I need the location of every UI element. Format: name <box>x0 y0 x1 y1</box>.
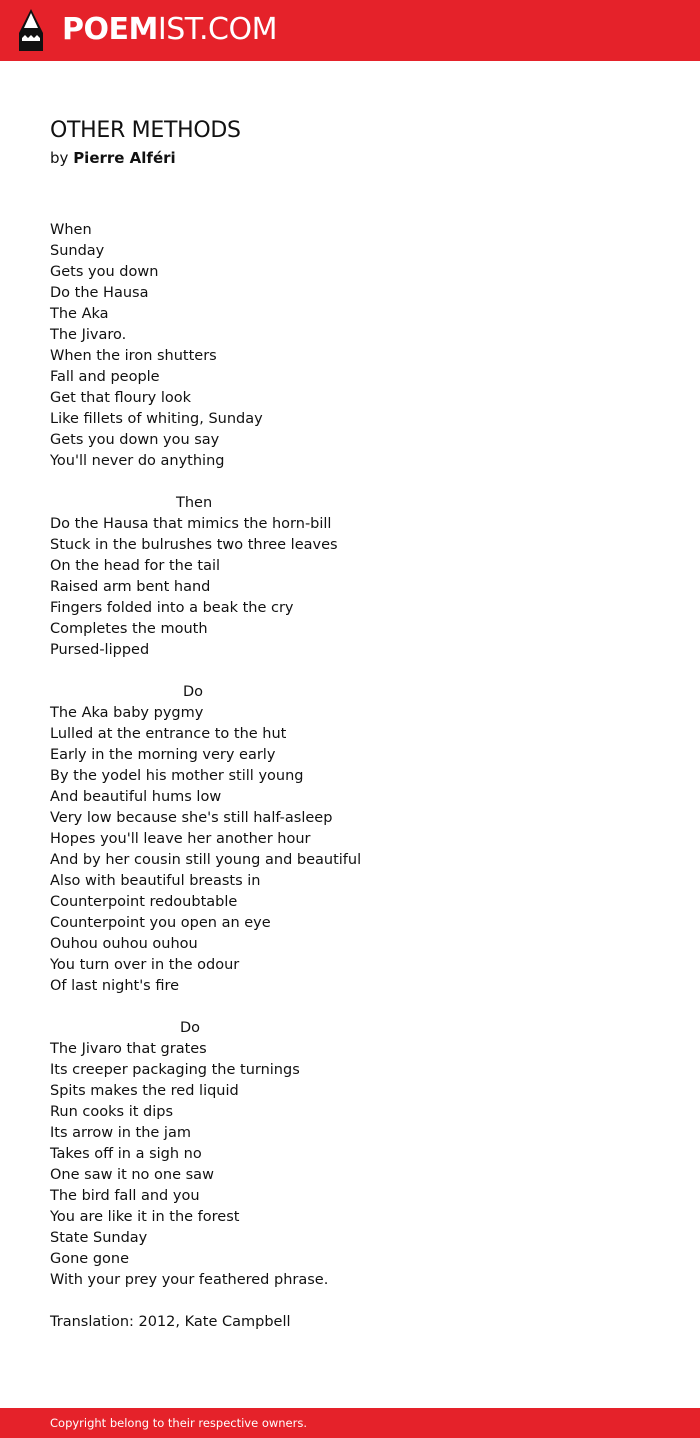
poem-line: And by her cousin still young and beautiful <box>50 852 362 868</box>
poem-line: Gone gone <box>50 1251 130 1267</box>
poem-byline <box>50 146 650 170</box>
poem-line: You'll never do anything <box>50 453 225 469</box>
poem-line: Lulled at the entrance to the hut <box>50 726 287 742</box>
stanza <box>50 220 650 472</box>
poem-line: Like fillets of whiting, Sunday <box>50 411 263 427</box>
poem-line: You turn over in the odour <box>50 957 240 973</box>
stanza <box>50 493 650 661</box>
poem-line: Do the Hausa <box>50 285 149 301</box>
brand-bold-text: POEM <box>62 12 158 47</box>
poem-line: Counterpoint redoubtable <box>50 894 238 910</box>
poem-line: Its creeper packaging the turnings <box>50 1062 300 1078</box>
poem-line: State Sunday <box>50 1230 148 1246</box>
brand-light-text: IST.COM <box>157 12 277 47</box>
stanza-lead-word: Do <box>183 684 204 700</box>
poem-line: On the head for the tail <box>50 558 221 574</box>
poem-line: Early in the morning very early <box>50 747 276 763</box>
poem-line: Of last night's fire <box>50 978 180 994</box>
poem-body <box>50 220 650 1291</box>
poem-line: Stuck in the bulrushes two three leaves <box>50 537 338 553</box>
poem-line: The Aka <box>50 306 109 322</box>
poem-line: Completes the mouth <box>50 621 208 637</box>
poem-line: Fall and people <box>50 369 160 385</box>
poem-line: Also with beautiful breasts in <box>50 873 261 889</box>
stanza-gap <box>50 472 650 493</box>
brand-name <box>62 12 277 47</box>
poem-line: When the iron shutters <box>50 348 217 364</box>
poem-line: Hopes you'll leave her another hour <box>50 831 311 847</box>
poem-line: With your prey your feathered phrase. <box>50 1272 329 1288</box>
poem-line: Sunday <box>50 243 105 259</box>
stanza-gap <box>50 997 650 1018</box>
poem-line: Its arrow in the jam <box>50 1125 191 1141</box>
stanza-lead-word: Do <box>180 1020 201 1036</box>
by-label: by <box>50 149 69 167</box>
poem-line: And beautiful hums low <box>50 789 222 805</box>
poem-line: The Jivaro. <box>50 327 127 343</box>
site-logo-link[interactable] <box>16 8 277 52</box>
poem-line: Takes off in a sigh no <box>50 1146 202 1162</box>
stanza <box>50 1018 650 1291</box>
poem-line: The Aka baby pygmy <box>50 705 204 721</box>
poem-line: By the yodel his mother still young <box>50 768 304 784</box>
poem-line: The Jivaro that grates <box>50 1041 207 1057</box>
site-header <box>0 0 700 61</box>
poem-line: The bird fall and you <box>50 1188 200 1204</box>
stanza <box>50 682 650 997</box>
stanza-lead-word: Then <box>176 495 213 511</box>
pen-nib-icon <box>16 8 46 52</box>
poem-line: You are like it in the forest <box>50 1209 240 1225</box>
poem-line: When <box>50 222 92 238</box>
poem-line: Pursed-lipped <box>50 642 150 658</box>
poem-line: Spits makes the red liquid <box>50 1083 239 1099</box>
poem-line: One saw it no one saw <box>50 1167 214 1183</box>
poem-line: Do the Hausa that mimics the horn-bill <box>50 516 332 532</box>
stanza-gap <box>50 661 650 682</box>
poem-line: Gets you down <box>50 264 159 280</box>
copyright-notice: Copyright belong to their respective owners. <box>50 1416 308 1430</box>
poem-line: Fingers folded into a beak the cry <box>50 600 294 616</box>
poem-title: OTHER METHODS <box>50 118 241 143</box>
site-footer <box>0 1408 700 1438</box>
translation-credit: Translation: 2012, Kate Campbell <box>50 1314 291 1330</box>
poem-line: Very low because she's still half-asleep <box>50 810 333 826</box>
poem-content <box>50 116 650 1333</box>
poem-line: Gets you down you say <box>50 432 220 448</box>
author-name: Pierre Alféri <box>73 149 176 167</box>
poem-line: Counterpoint you open an eye <box>50 915 271 931</box>
poem-line: Raised arm bent hand <box>50 579 211 595</box>
poem-line: Run cooks it dips <box>50 1104 174 1120</box>
poem-line: Ouhou ouhou ouhou <box>50 936 198 952</box>
poem-line: Get that floury look <box>50 390 192 406</box>
